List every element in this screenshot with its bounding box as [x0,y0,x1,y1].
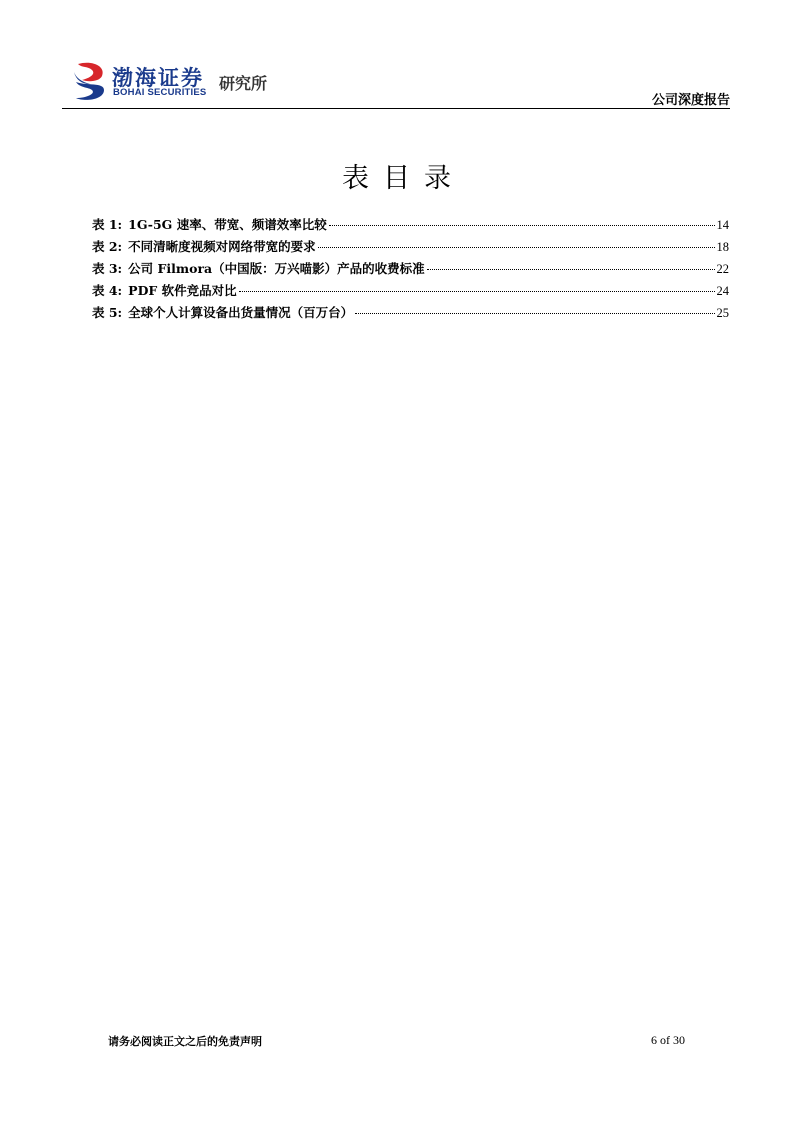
toc-leader-dots [427,269,715,270]
toc-entry-page: 18 [716,240,729,254]
toc-entry-page: 24 [716,284,729,298]
toc-leader-dots [239,291,715,292]
toc-entry-number: 表 1: [92,217,123,232]
toc-entry-text: 不同清晰度视频对网络带宽的要求 [128,239,316,254]
logo-institute-label: 研究所 [219,74,268,93]
toc-entry-number: 表 5: [92,305,123,320]
toc-entry-3[interactable] [92,258,729,280]
toc-entry-5[interactable] [92,302,729,324]
toc-leader-dots [355,313,714,314]
toc-entry-text: 1G-5G 速率、带宽、频谱效率比较 [128,217,327,232]
toc-entry-page: 25 [716,306,729,320]
footer-disclaimer: 请务必阅读正文之后的免责声明 [108,1035,262,1048]
toc-entry-1[interactable] [92,214,729,236]
toc-entry-label [92,258,425,280]
logo-chinese-name: 渤海证券 [112,65,204,90]
toc-entry-label [92,214,327,236]
toc-entry-number: 表 4: [92,283,123,298]
footer-page-number: 6 of 30 [651,1033,685,1047]
bohai-logo-icon [72,60,108,102]
toc-leader-dots [318,247,715,248]
page-header [62,58,730,109]
toc-list [92,214,729,324]
report-type-label: 公司深度报告 [651,93,730,108]
toc-entry-4[interactable] [92,280,729,302]
toc-leader-dots [329,225,715,226]
toc-entry-text: PDF 软件竞品对比 [128,283,237,298]
toc-title: 表目录 [342,163,465,194]
toc-entry-label [92,280,237,302]
toc-entry-label [92,302,353,324]
toc-entry-page: 14 [716,218,729,232]
toc-entry-number: 表 3: [92,261,123,276]
toc-entry-number: 表 2: [92,239,123,254]
toc-entry-page: 22 [716,262,729,276]
toc-entry-text: 公司 Filmora（中国版：万兴喵影）产品的收费标准 [128,261,425,276]
logo-english-name: BOHAI SECURITIES [113,87,207,98]
toc-entry-label [92,236,316,258]
toc-entry-2[interactable] [92,236,729,258]
toc-entry-text: 全球个人计算设备出货量情况（百万台） [128,305,354,320]
